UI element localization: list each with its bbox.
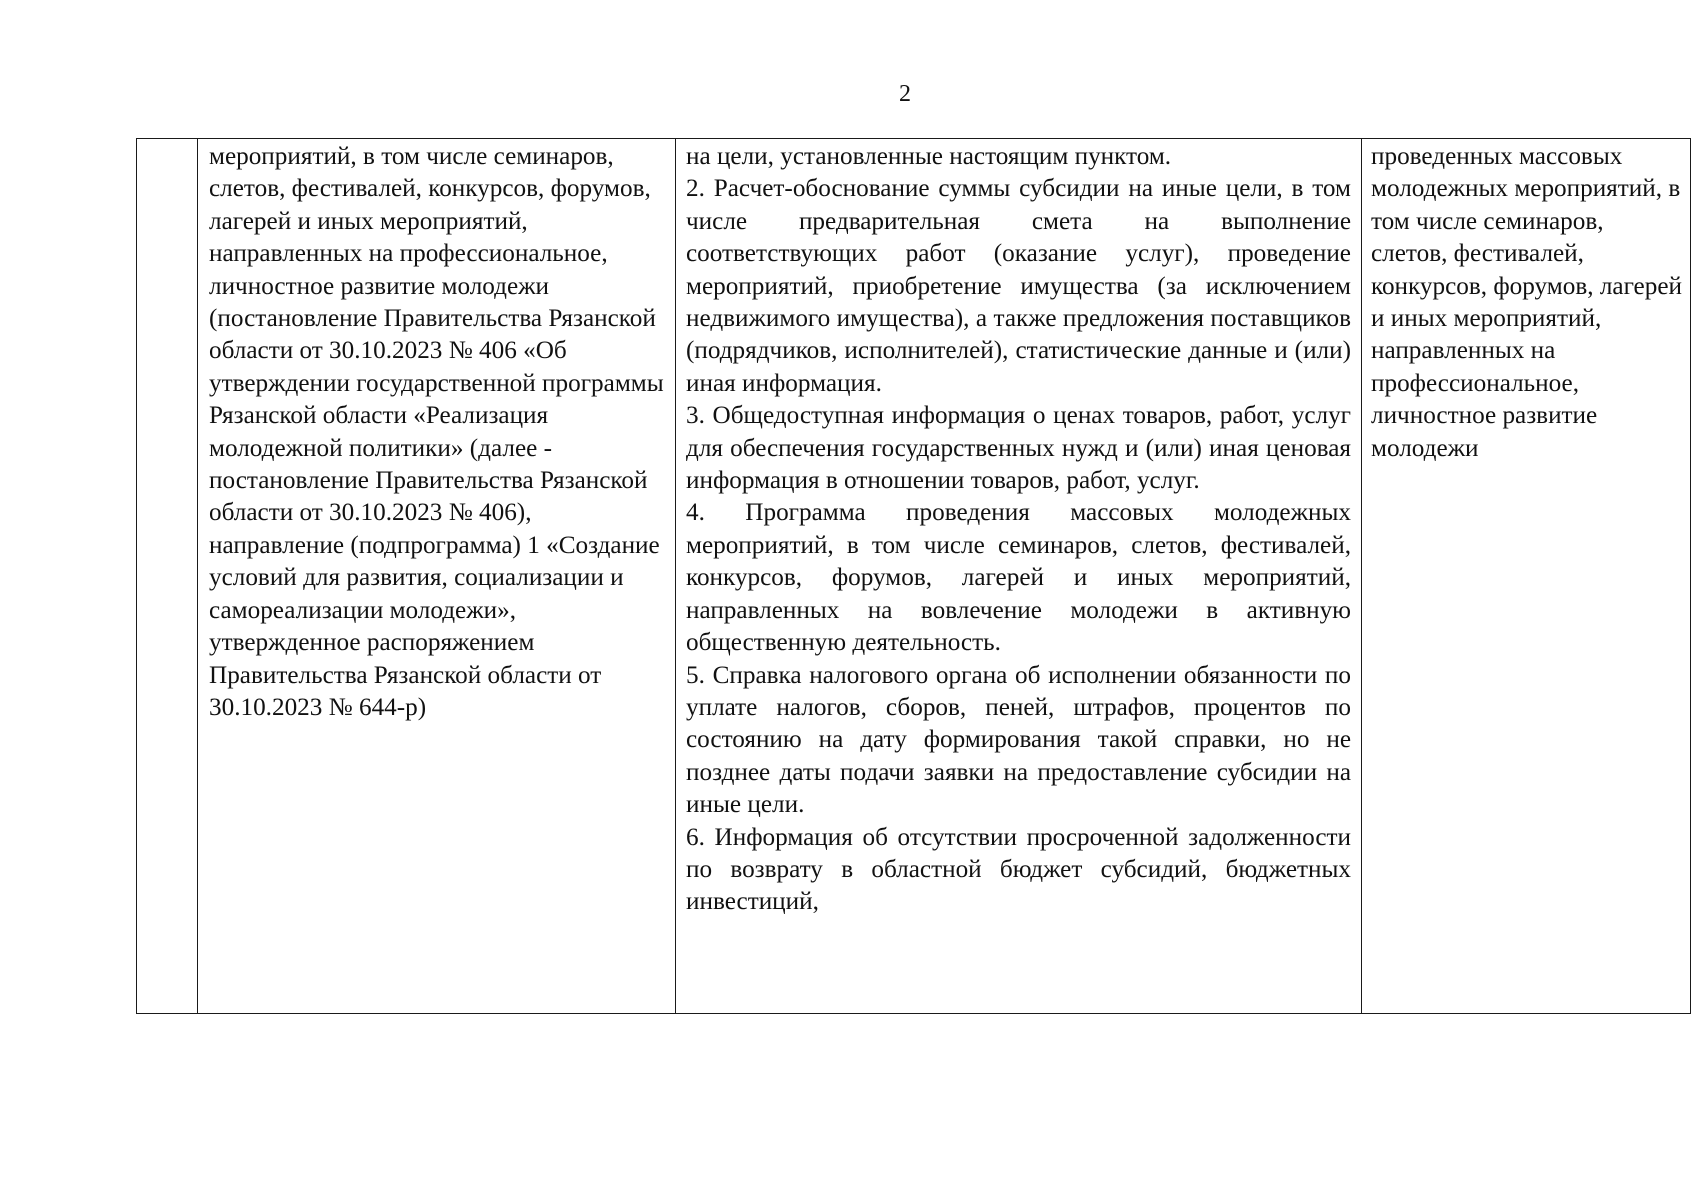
result-cell — [1362, 139, 1691, 1014]
event-name-cell — [198, 139, 676, 1014]
document-item: 3. Общедоступная информация о ценах товаров, работ, услуг для обеспечения государственных нужд и (или) иная ценовая информация в отношении товаров, работ, услуг. — [686, 402, 1351, 495]
subsidy-table — [136, 138, 1691, 1014]
result-text: проведенных массовых молодежных мероприятий, в том числе семинаров, слетов, фестивалей, конкурсов, форумов, лагерей и иных мероприятий, направленных на профессиональное, личностное развитие молодежи — [1371, 143, 1682, 462]
document-item: 5. Справка налогового органа об исполнении обязанности по уплате налогов, сборов, пеней, штрафов, процентов по состоянию на дату формирования такой справки, но не позднее даты подачи заявки на предоставление субсидии на иные цели. — [686, 661, 1351, 819]
table-row — [137, 139, 1691, 1014]
document-item: на цели, установленные настоящим пунктом. — [686, 143, 1172, 170]
document-item: 2. Расчет-обоснование суммы субсидии на иные цели, в том числе предварительная смета на выполнение соответствующих работ (оказание услуг), проведение мероприятий, приобретение имущества (за исключением недвижимого имущества), а также предложения поставщиков (подрядчиков, исполнителей), статистические данные и (или) иная информация. — [686, 175, 1351, 397]
documents-list — [686, 139, 1351, 919]
row-number-cell — [137, 139, 198, 1014]
event-name-text: мероприятий, в том числе семинаров, слетов, фестивалей, конкурсов, форумов, лагерей и иных мероприятий, направленных на профессиональное, личностное развитие молодежи (постановление Правительства Рязанской области от 30.10.2023 № 406 «Об утверждении государственной программы Рязанской области «Реализация молодежной политики» (далее - постановление Правительства Рязанской области от 30.10.2023 № 406), направление (подпрограмма) 1 «Создание условий для развития, социализации и самореализации молодежи», утвержденное распоряжением Правительства Рязанской области от 30.10.2023 № 644-р) — [209, 143, 664, 721]
document-item: 4. Программа проведения массовых молодежных мероприятий, в том числе семинаров, слетов, фестивалей, конкурсов, форумов, лагерей и иных мероприятий, направленных на вовлечение молодежи в активную общественную деятельность. — [686, 499, 1351, 657]
documents-cell — [676, 139, 1362, 1014]
page-number: 2 — [899, 81, 911, 107]
document-item: 6. Информация об отсутствии просроченной задолженности по возврату в областной бюджет субсидий, бюджетных инвестиций, — [686, 823, 1351, 916]
